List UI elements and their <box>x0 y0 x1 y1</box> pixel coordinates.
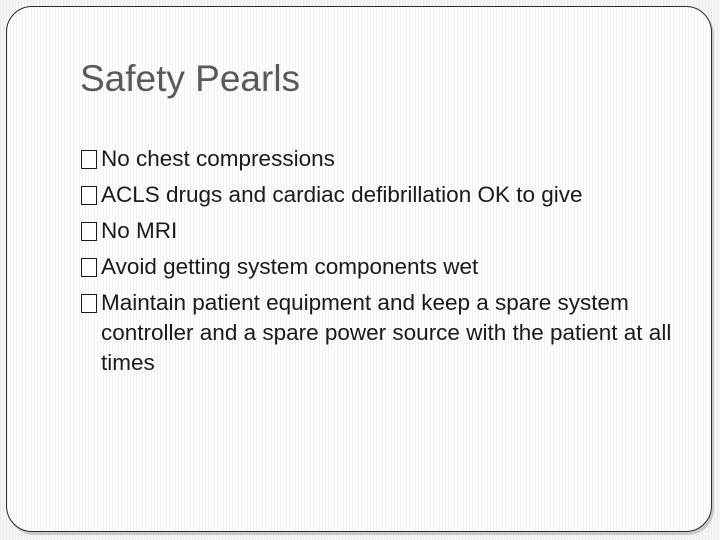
square-bullet-icon <box>81 150 97 169</box>
bullet-item <box>80 252 680 282</box>
bullet-text: ACLS drugs and cardiac defibrillation OK to give <box>101 182 583 207</box>
square-bullet-icon <box>81 258 97 277</box>
bullet-text: Maintain patient equipment and keep a spare system controller and a spare power source with the patient at all times <box>101 290 672 375</box>
bullet-item <box>80 288 680 378</box>
slide-title: Safety Pearls <box>80 58 301 99</box>
bullet-item <box>80 144 680 174</box>
square-bullet-icon <box>81 186 97 205</box>
bullet-item <box>80 216 680 246</box>
bullet-text: No chest compressions <box>101 146 335 171</box>
bullet-text: No MRI <box>101 218 178 243</box>
square-bullet-icon <box>81 294 97 313</box>
bullet-list <box>80 144 680 384</box>
square-bullet-icon <box>81 222 97 241</box>
bullet-text: Avoid getting system components wet <box>101 254 479 279</box>
bullet-item <box>80 180 680 210</box>
